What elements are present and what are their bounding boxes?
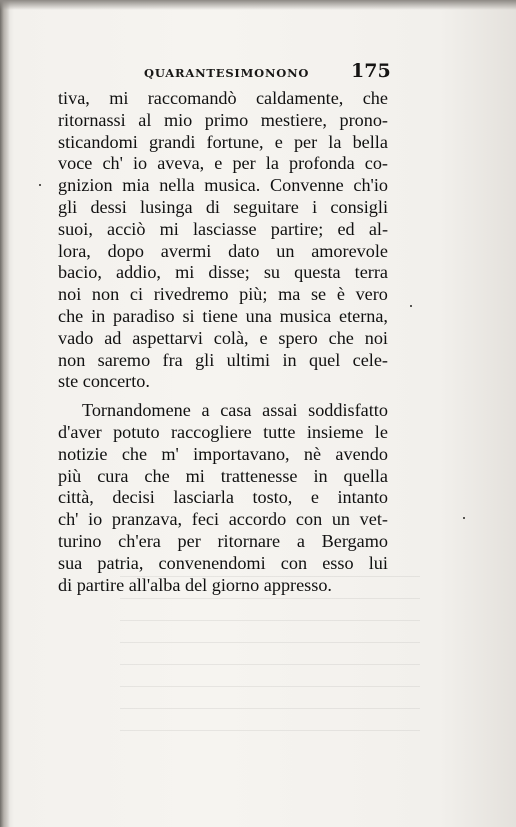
- word: le: [374, 421, 388, 442]
- word: Convenne: [269, 175, 344, 196]
- word: seguitare: [233, 196, 299, 217]
- word: gnizion: [58, 175, 113, 196]
- text-line: [58, 132, 388, 154]
- word: suoi,: [58, 218, 93, 239]
- word: terra: [354, 262, 388, 283]
- word: tiene: [202, 305, 238, 326]
- word: acciò: [107, 218, 146, 239]
- word: gli: [195, 349, 215, 370]
- word: a: [296, 530, 305, 551]
- word: tutte: [263, 421, 296, 442]
- text-line: [58, 306, 388, 328]
- word: lasciarla: [173, 487, 234, 508]
- word: soddisfatto: [308, 400, 388, 421]
- word: eterna,: [339, 305, 388, 326]
- word: Tornandomene: [82, 400, 191, 421]
- text-line: [58, 175, 388, 197]
- text-line: [58, 197, 388, 219]
- print-speck: [410, 305, 412, 307]
- word: un: [331, 509, 351, 530]
- word: consigli: [330, 196, 388, 217]
- word: raccogliere: [170, 421, 252, 442]
- show-through-text: [120, 560, 420, 740]
- text-line: [58, 284, 388, 306]
- text-line: [58, 487, 388, 509]
- word: lasciasse: [192, 218, 257, 239]
- word: profonda: [289, 153, 355, 174]
- word: bacio,: [58, 262, 102, 283]
- text-line: [58, 153, 388, 175]
- word: voce: [58, 153, 93, 174]
- word: mestiere,: [260, 109, 327, 130]
- word: al: [138, 109, 152, 130]
- word: con: [280, 552, 308, 573]
- paragraph: [58, 88, 388, 393]
- word: nè: [303, 443, 322, 464]
- paragraph-gap: [58, 393, 388, 400]
- word: di partire all'alba del giorno appresso.: [58, 574, 332, 595]
- word: noi: [58, 284, 82, 305]
- word: i: [312, 196, 318, 217]
- word: quella: [343, 465, 388, 486]
- word: rivedremo: [153, 284, 229, 305]
- text-line: [58, 422, 388, 444]
- text-line: [58, 400, 388, 422]
- word: e: [259, 327, 268, 348]
- chapter-title: QUARANTESIMONONO: [144, 66, 310, 80]
- word: pranzava,: [111, 509, 183, 530]
- word: di: [205, 196, 220, 217]
- word: ma: [278, 284, 301, 305]
- word: dato: [228, 240, 260, 261]
- print-speck: [39, 184, 41, 186]
- word: questa: [294, 262, 341, 283]
- word: e: [310, 487, 319, 508]
- word: quel: [308, 349, 341, 370]
- word: musica.: [204, 175, 261, 196]
- word: amorevole: [311, 240, 388, 261]
- word: al-: [368, 218, 388, 239]
- word: più: [58, 465, 82, 486]
- word: primo: [204, 109, 249, 130]
- word: caldamente,: [255, 88, 344, 108]
- word: avermi: [160, 240, 212, 261]
- word: dopo: [107, 240, 144, 261]
- word: notizie: [58, 443, 108, 464]
- word: d'aver: [58, 421, 102, 442]
- word: raccomandò: [147, 88, 237, 108]
- word: per: [293, 131, 318, 152]
- word: vet-: [359, 509, 388, 530]
- word: un: [276, 240, 295, 261]
- word: accordo: [228, 509, 287, 530]
- word: gli: [58, 196, 78, 217]
- word: ch': [102, 153, 123, 174]
- word: per: [232, 153, 256, 174]
- word: più;: [239, 284, 268, 305]
- word: che: [58, 305, 84, 326]
- running-head: [144, 60, 394, 83]
- word: ultimi: [226, 349, 271, 370]
- word: e: [274, 131, 283, 152]
- word: lusinga: [140, 196, 193, 217]
- word: una: [245, 305, 272, 326]
- word: lui: [368, 552, 388, 573]
- word: tiva,: [58, 88, 90, 108]
- word: e: [214, 153, 223, 174]
- text-line: [58, 509, 388, 531]
- word: esso: [322, 552, 354, 573]
- word: tosto,: [252, 487, 293, 508]
- word: ch'era: [118, 530, 161, 551]
- word: noi: [364, 327, 388, 348]
- word: mi: [109, 88, 129, 108]
- word: saremo: [97, 349, 151, 370]
- word: su: [263, 262, 281, 283]
- word: per: [177, 530, 201, 551]
- word: con: [295, 509, 323, 530]
- word: ch': [58, 509, 79, 530]
- word: in: [313, 465, 328, 486]
- text-line: [58, 350, 388, 372]
- word: prono-: [339, 109, 388, 130]
- word: è: [336, 284, 345, 305]
- word: spero: [278, 327, 318, 348]
- word: io: [88, 509, 103, 530]
- text-line: [58, 371, 388, 393]
- text-line: [58, 262, 388, 284]
- word: mio: [163, 109, 193, 130]
- word: mi: [175, 262, 195, 283]
- word: cele-: [352, 349, 388, 370]
- word: mia: [122, 175, 150, 196]
- word: avendo: [335, 443, 388, 464]
- text-line: [58, 531, 388, 553]
- word: turino: [58, 530, 102, 551]
- word: grandi: [148, 131, 196, 152]
- word: trattenesse: [220, 465, 298, 486]
- word: feci: [191, 509, 220, 530]
- word: se: [310, 284, 327, 305]
- word: io: [132, 153, 148, 174]
- word: partire;: [270, 218, 324, 239]
- body-text: [58, 88, 388, 596]
- word: ed: [337, 218, 355, 239]
- word: ci: [129, 284, 144, 305]
- word: importavano,: [193, 443, 290, 464]
- word: convenendomi: [158, 552, 266, 573]
- word: vero: [355, 284, 388, 305]
- page-number: 175: [351, 60, 391, 82]
- word: ste concerto.: [58, 371, 150, 392]
- word: la: [265, 153, 279, 174]
- word: fortune,: [206, 131, 264, 152]
- word: casa: [220, 400, 252, 421]
- word: co-: [364, 153, 388, 174]
- word: che: [121, 443, 148, 464]
- word: assai: [262, 400, 298, 421]
- text-line: [58, 110, 388, 132]
- word: musica: [279, 305, 332, 326]
- word: a: [201, 400, 210, 421]
- print-speck: [463, 517, 465, 519]
- text-line: [58, 88, 388, 110]
- word: che: [328, 327, 354, 348]
- text-line: [58, 241, 388, 263]
- word: non: [91, 284, 120, 305]
- word: paradiso: [113, 305, 175, 326]
- text-line: [58, 466, 388, 488]
- word: Bergamo: [321, 530, 388, 551]
- text-line: [58, 219, 388, 241]
- text-line: [58, 444, 388, 466]
- word: aveva,: [157, 153, 205, 174]
- word: mi: [159, 218, 179, 239]
- word: intanto: [337, 487, 388, 508]
- word: nella: [159, 175, 195, 196]
- word: cura: [97, 465, 129, 486]
- word: sua: [58, 552, 83, 573]
- word: aspettarvi: [132, 327, 203, 348]
- word: che: [362, 88, 388, 108]
- word: sticandomi: [58, 131, 138, 152]
- word: non: [58, 349, 86, 370]
- word: mi: [185, 465, 205, 486]
- word: vado: [58, 327, 94, 348]
- word: si: [182, 305, 195, 326]
- word: ad: [104, 327, 122, 348]
- word: bella: [352, 131, 388, 152]
- word: ritornare: [217, 530, 281, 551]
- word: che: [144, 465, 170, 486]
- text-line: [58, 328, 388, 350]
- word: fra: [162, 349, 183, 370]
- word: in: [282, 349, 297, 370]
- word: m': [161, 443, 179, 464]
- word: insieme: [306, 421, 364, 442]
- page-edge-shadow: [0, 0, 10, 827]
- word: decisi: [112, 487, 155, 508]
- word: patria,: [97, 552, 144, 573]
- word: lora,: [58, 240, 91, 261]
- word: dessi: [90, 196, 127, 217]
- word: in: [91, 305, 106, 326]
- word: potuto: [113, 421, 160, 442]
- word: disse;: [208, 262, 250, 283]
- word: ritornassi: [58, 109, 126, 130]
- page-top-shadow: [0, 0, 516, 10]
- word: ch'io: [353, 175, 388, 196]
- word: la: [328, 131, 342, 152]
- word: città,: [58, 487, 94, 508]
- word: addio,: [116, 262, 161, 283]
- word: colà,: [213, 327, 249, 348]
